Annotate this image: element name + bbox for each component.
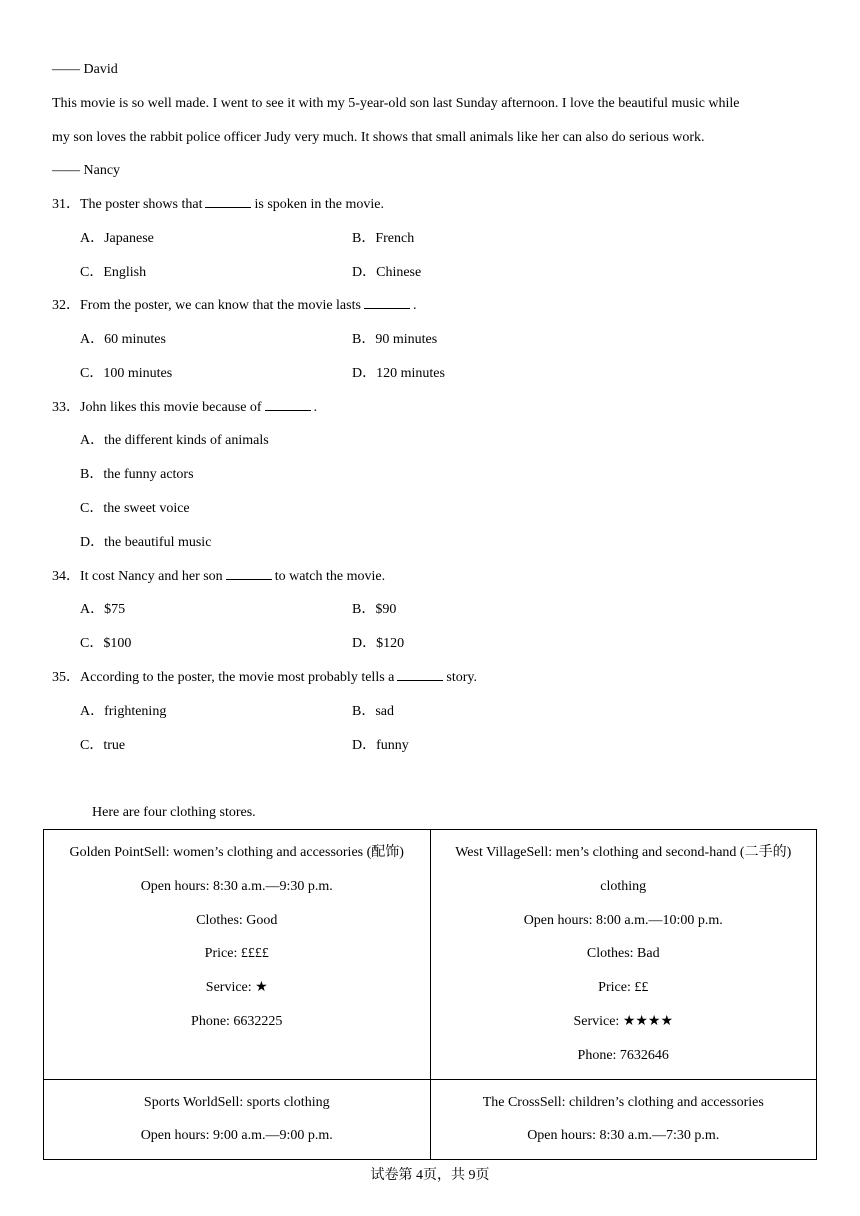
- question-stem: 31．The poster shows that: [52, 197, 203, 212]
- store-cell-sports-world: [44, 1079, 431, 1160]
- store-cell-the-cross: [430, 1079, 817, 1160]
- store-hours: Open hours: 8:00 a.m.—10:00 p.m.: [523, 912, 723, 928]
- store-service: Service: ★: [205, 980, 268, 996]
- stores-intro: Here are four clothing stores.: [92, 805, 256, 820]
- q35-option-a[interactable]: A．frightening: [80, 704, 167, 719]
- question-32: [52, 296, 416, 316]
- q35-option-d[interactable]: D．funny: [352, 738, 409, 753]
- answer-blank: [364, 296, 410, 309]
- store-cell-west-village: [430, 830, 817, 1080]
- store-hours: Open hours: 8:30 a.m.—7:30 p.m.: [527, 1128, 720, 1144]
- review-author-david: —— David: [52, 62, 118, 77]
- stores-table: [43, 829, 817, 1160]
- question-stem: 32．From the poster, we can know that the movie lasts: [52, 298, 361, 313]
- question-stem: 34．It cost Nancy and her son: [52, 569, 223, 584]
- question-stem: 33．John likes this movie because of: [52, 400, 262, 415]
- q32-option-d[interactable]: D．120 minutes: [352, 366, 445, 381]
- store-name-line: Sports WorldSell: sports clothing: [143, 1094, 330, 1110]
- q31-option-c[interactable]: C．English: [80, 265, 147, 280]
- review-author-nancy: —— Nancy: [52, 163, 121, 178]
- question-33: [52, 398, 317, 418]
- store-hours: Open hours: 8:30 a.m.—9:30 p.m.: [140, 878, 333, 894]
- store-phone: Phone: 7632646: [577, 1047, 669, 1063]
- q31-option-d[interactable]: D．Chinese: [352, 265, 422, 280]
- answer-blank: [226, 567, 272, 580]
- store-clothes-rating: Clothes: Bad: [586, 946, 660, 962]
- question-stem-end: .: [412, 298, 417, 313]
- q34-option-a[interactable]: A．$75: [80, 602, 126, 617]
- answer-blank: [205, 195, 251, 208]
- answer-blank: [397, 668, 443, 681]
- store-price: Price: ££££: [204, 946, 269, 962]
- store-name-line: The CrossSell: children’s clothing and accessories: [482, 1094, 764, 1110]
- page-footer: 试卷第 4页，共 9页: [370, 1168, 490, 1183]
- question-35: [52, 668, 477, 688]
- q35-option-c[interactable]: C．true: [80, 738, 126, 753]
- q33-option-d[interactable]: D．the beautiful music: [80, 535, 212, 550]
- q32-option-c[interactable]: C．100 minutes: [80, 366, 173, 381]
- store-hours: Open hours: 9:00 a.m.—9:00 p.m.: [140, 1128, 333, 1144]
- store-name-line: West VillageSell: men’s clothing and second-hand (二手的) clothing: [455, 845, 792, 894]
- q31-option-b[interactable]: B．French: [352, 231, 415, 246]
- store-cell-golden-point: [44, 830, 431, 1080]
- question-stem-end: .: [313, 400, 318, 415]
- q32-option-b[interactable]: B．90 minutes: [352, 332, 438, 347]
- q33-option-a[interactable]: A．the different kinds of animals: [80, 433, 269, 448]
- q34-option-d[interactable]: D．$120: [352, 636, 405, 651]
- q34-option-c[interactable]: C．$100: [80, 636, 132, 651]
- store-phone: Phone: 6632225: [191, 1013, 283, 1029]
- question-stem-end: to watch the movie.: [274, 569, 386, 584]
- store-price: Price: ££: [598, 980, 649, 996]
- question-31: [52, 195, 384, 215]
- answer-blank: [265, 398, 311, 411]
- q32-option-a[interactable]: A．60 minutes: [80, 332, 166, 347]
- question-stem: 35．According to the poster, the movie most probably tells a: [52, 670, 395, 685]
- question-stem-end: story.: [446, 670, 477, 685]
- question-stem-end: is spoken in the movie.: [254, 197, 384, 212]
- store-clothes-rating: Clothes: Good: [196, 912, 278, 928]
- q31-option-a[interactable]: A．Japanese: [80, 231, 154, 246]
- q35-option-b[interactable]: B．sad: [352, 704, 394, 719]
- store-service: Service: ★★★★: [573, 1013, 674, 1029]
- q33-option-b[interactable]: B．the funny actors: [80, 467, 194, 482]
- q33-option-c[interactable]: C．the sweet voice: [80, 501, 190, 516]
- store-name-line: Golden PointSell: women’s clothing and accessories (配饰): [69, 845, 404, 860]
- review-text-line-1: This movie is so well made. I went to see it with my 5-year-old son last Sunday afternoon. I love the beautiful music while: [52, 96, 740, 111]
- question-34: [52, 567, 385, 587]
- q34-option-b[interactable]: B．$90: [352, 602, 397, 617]
- review-text-line-2: my son loves the rabbit police officer Judy very much. It shows that small animals like her can also do serious work.: [52, 130, 705, 145]
